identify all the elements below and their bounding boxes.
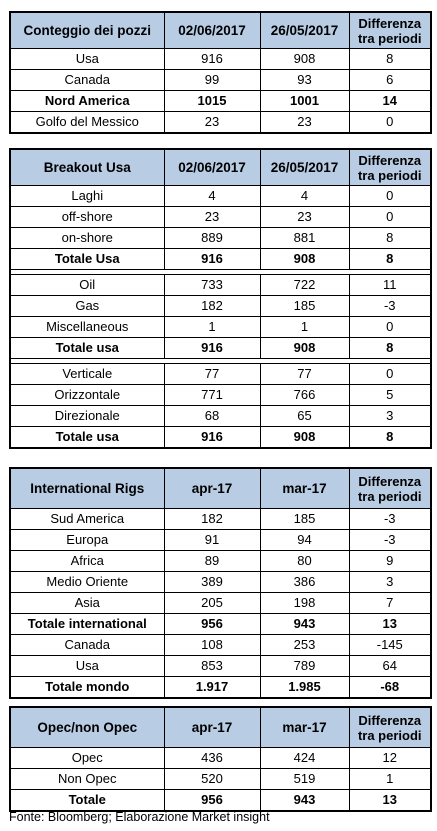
cell-value: 881: [260, 228, 349, 249]
row-label: Nord America: [10, 91, 164, 112]
cell-value: 7: [349, 593, 431, 614]
table-row: [10, 385, 431, 406]
header-row: [10, 12, 431, 49]
column-header: Breakout Usa: [10, 149, 164, 186]
cell-value: 1: [164, 317, 260, 338]
row-label: Direzionale: [10, 406, 164, 427]
source-footnote: Fonte: Bloomberg; Elaborazione Market insight: [9, 810, 270, 824]
table-conteggio-pozzi: [9, 11, 430, 134]
row-label: Orizzontale: [10, 385, 164, 406]
column-header: International Rigs: [10, 468, 164, 509]
column-header: Differenza tra periodi: [349, 468, 431, 509]
row-label: Usa: [10, 49, 164, 70]
cell-value: 733: [164, 275, 260, 296]
cell-value: 23: [164, 112, 260, 134]
cell-value: 386: [260, 572, 349, 593]
total-row: [10, 427, 431, 449]
cell-value: 908: [260, 249, 349, 270]
table-row: [10, 112, 431, 134]
column-header: Conteggio dei pozzi: [10, 12, 164, 49]
cell-value: 77: [164, 364, 260, 385]
cell-value: 108: [164, 635, 260, 656]
cell-value: 853: [164, 656, 260, 677]
cell-value: 4: [164, 186, 260, 207]
column-header: 02/06/2017: [164, 149, 260, 186]
cell-value: 8: [349, 427, 431, 449]
table-row: [10, 296, 431, 317]
cell-value: 908: [260, 427, 349, 449]
table-row: [10, 406, 431, 427]
cell-value: 0: [349, 186, 431, 207]
cell-value: 4: [260, 186, 349, 207]
cell-value: 9: [349, 551, 431, 572]
cell-value: 182: [164, 296, 260, 317]
cell-value: 916: [164, 427, 260, 449]
cell-value: 0: [349, 207, 431, 228]
cell-value: 182: [164, 509, 260, 530]
total-row: [10, 338, 431, 359]
cell-value: 253: [260, 635, 349, 656]
cell-value: 519: [260, 769, 349, 790]
cell-value: 8: [349, 338, 431, 359]
column-header: mar-17: [260, 468, 349, 509]
cell-value: 3: [349, 572, 431, 593]
cell-value: -68: [349, 677, 431, 699]
cell-value: 198: [260, 593, 349, 614]
cell-value: 80: [260, 551, 349, 572]
data-table: [9, 467, 432, 699]
column-header: Differenza tra periodi: [349, 707, 431, 748]
cell-value: 956: [164, 790, 260, 812]
cell-value: 13: [349, 614, 431, 635]
table-row: [10, 275, 431, 296]
row-label: Verticale: [10, 364, 164, 385]
cell-value: 205: [164, 593, 260, 614]
row-label: Europa: [10, 530, 164, 551]
row-label: Medio Oriente: [10, 572, 164, 593]
row-label: Non Opec: [10, 769, 164, 790]
cell-value: 3: [349, 406, 431, 427]
table-row: [10, 551, 431, 572]
column-header: apr-17: [164, 468, 260, 509]
table-row: [10, 207, 431, 228]
cell-value: 943: [260, 790, 349, 812]
table-international-rigs: [9, 467, 430, 699]
row-label: Sud America: [10, 509, 164, 530]
cell-value: 11: [349, 275, 431, 296]
cell-value: 5: [349, 385, 431, 406]
cell-value: 99: [164, 70, 260, 91]
cell-value: 0: [349, 364, 431, 385]
table-row: [10, 509, 431, 530]
cell-value: 6: [349, 70, 431, 91]
table-row: [10, 572, 431, 593]
cell-value: 23: [260, 207, 349, 228]
cell-value: 1001: [260, 91, 349, 112]
column-header: Differenza tra periodi: [349, 12, 431, 49]
cell-value: -145: [349, 635, 431, 656]
cell-value: 424: [260, 748, 349, 769]
cell-value: 0: [349, 112, 431, 134]
table-row: [10, 364, 431, 385]
row-label: Totale international: [10, 614, 164, 635]
row-label: off-shore: [10, 207, 164, 228]
table-row: [10, 70, 431, 91]
cell-value: 722: [260, 275, 349, 296]
cell-value: 956: [164, 614, 260, 635]
cell-value: 916: [164, 249, 260, 270]
row-label: Totale Usa: [10, 249, 164, 270]
cell-value: 23: [164, 207, 260, 228]
table-row: [10, 317, 431, 338]
row-label: Canada: [10, 635, 164, 656]
cell-value: 389: [164, 572, 260, 593]
row-label: Laghi: [10, 186, 164, 207]
table-row: [10, 186, 431, 207]
cell-value: 766: [260, 385, 349, 406]
data-table: [9, 706, 432, 812]
cell-value: 185: [260, 509, 349, 530]
cell-value: 1.985: [260, 677, 349, 699]
cell-value: 64: [349, 656, 431, 677]
row-label: Gas: [10, 296, 164, 317]
cell-value: 908: [260, 49, 349, 70]
header-row: [10, 149, 431, 186]
header-row: [10, 707, 431, 748]
table-opec-non-opec: [9, 706, 430, 812]
cell-value: 8: [349, 228, 431, 249]
cell-value: 1: [349, 769, 431, 790]
cell-value: 8: [349, 49, 431, 70]
cell-value: 889: [164, 228, 260, 249]
cell-value: 185: [260, 296, 349, 317]
total-row: [10, 91, 431, 112]
cell-value: 89: [164, 551, 260, 572]
cell-value: 789: [260, 656, 349, 677]
row-label: on-shore: [10, 228, 164, 249]
table-row: [10, 656, 431, 677]
cell-value: 65: [260, 406, 349, 427]
cell-value: 0: [349, 317, 431, 338]
table-row: [10, 530, 431, 551]
cell-value: 23: [260, 112, 349, 134]
cell-value: 14: [349, 91, 431, 112]
cell-value: 12: [349, 748, 431, 769]
total-row: [10, 677, 431, 699]
total-row: [10, 790, 431, 812]
cell-value: 13: [349, 790, 431, 812]
cell-value: 68: [164, 406, 260, 427]
row-label: Miscellaneous: [10, 317, 164, 338]
row-label: Canada: [10, 70, 164, 91]
cell-value: 916: [164, 49, 260, 70]
cell-value: 1015: [164, 91, 260, 112]
table-row: [10, 635, 431, 656]
column-header: 26/05/2017: [260, 12, 349, 49]
cell-value: 908: [260, 338, 349, 359]
cell-value: 771: [164, 385, 260, 406]
data-table: [9, 11, 432, 134]
table-row: [10, 228, 431, 249]
column-header: Opec/non Opec: [10, 707, 164, 748]
row-label: Totale usa: [10, 338, 164, 359]
cell-value: 943: [260, 614, 349, 635]
data-table: [9, 148, 432, 449]
cell-value: 91: [164, 530, 260, 551]
cell-value: 8: [349, 249, 431, 270]
column-header: apr-17: [164, 707, 260, 748]
table-row: [10, 49, 431, 70]
cell-value: 93: [260, 70, 349, 91]
table-breakout-usa: [9, 148, 430, 449]
cell-value: 1: [260, 317, 349, 338]
header-row: [10, 468, 431, 509]
row-label: Africa: [10, 551, 164, 572]
column-header: Differenza tra periodi: [349, 149, 431, 186]
row-label: Usa: [10, 656, 164, 677]
cell-value: 916: [164, 338, 260, 359]
total-row: [10, 614, 431, 635]
cell-value: 77: [260, 364, 349, 385]
column-header: 26/05/2017: [260, 149, 349, 186]
row-label: Golfo del Messico: [10, 112, 164, 134]
row-label: Totale: [10, 790, 164, 812]
row-label: Oil: [10, 275, 164, 296]
cell-value: 520: [164, 769, 260, 790]
column-header: 02/06/2017: [164, 12, 260, 49]
cell-value: 1.917: [164, 677, 260, 699]
table-row: [10, 748, 431, 769]
column-header: mar-17: [260, 707, 349, 748]
row-label: Asia: [10, 593, 164, 614]
cell-value: 436: [164, 748, 260, 769]
row-label: Opec: [10, 748, 164, 769]
cell-value: -3: [349, 296, 431, 317]
table-row: [10, 769, 431, 790]
row-label: Totale usa: [10, 427, 164, 449]
table-row: [10, 593, 431, 614]
cell-value: 94: [260, 530, 349, 551]
total-row: [10, 249, 431, 270]
cell-value: -3: [349, 509, 431, 530]
row-label: Totale mondo: [10, 677, 164, 699]
cell-value: -3: [349, 530, 431, 551]
